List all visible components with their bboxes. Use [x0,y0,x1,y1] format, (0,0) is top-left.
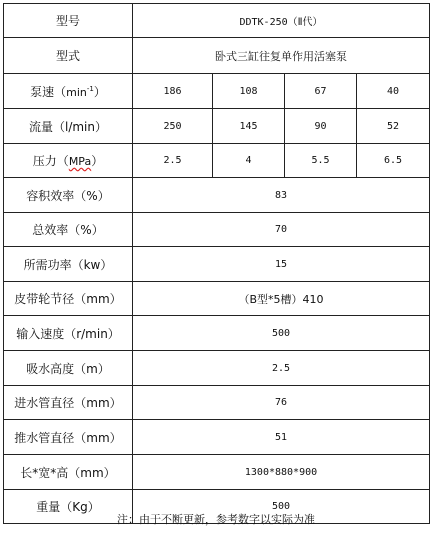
volumetric-efficiency-value: 83 [133,178,430,213]
dimensions-label: 长*宽*高（mm） [4,455,133,490]
suction-height-value: 2.5 [133,351,430,386]
row-total-efficiency [4,213,430,247]
pump-speed-label-prefix: 泵速（ [30,84,67,99]
weight-label: 重量（Kg） [4,490,133,524]
pressure-label-unit: MPa [68,155,92,168]
spec-table [3,3,430,524]
inlet-diameter-label: 进水管直径（mm） [4,386,133,420]
pressure-label [4,144,133,178]
row-inlet-diameter [4,386,430,420]
row-suction-height [4,351,430,386]
input-speed-value: 500 [133,316,430,351]
outlet-diameter-value: 51 [133,420,430,455]
pressure-value: 6.5 [357,144,430,178]
dimensions-value: 1300*880*900 [133,455,430,490]
flow-value: 90 [285,109,357,144]
inlet-diameter-value: 76 [133,386,430,420]
row-model [4,4,430,38]
footnote: 注：由于不断更新，参考数字以实际为准 [117,513,315,526]
pressure-value: 2.5 [133,144,213,178]
row-flow [4,109,430,144]
pressure-value: 5.5 [285,144,357,178]
row-pressure [4,144,430,178]
row-outlet-diameter [4,420,430,455]
pump-speed-value: 67 [285,74,357,109]
pump-speed-value: 186 [133,74,213,109]
power-required-value: 15 [133,247,430,282]
volumetric-efficiency-label: 容积效率（%） [4,178,133,213]
flow-value: 52 [357,109,430,144]
row-volumetric-efficiency [4,178,430,213]
flow-value: 145 [213,109,285,144]
input-speed-label: 输入速度（r/min） [4,316,133,351]
row-power-required [4,247,430,282]
row-input-speed [4,316,430,351]
pump-speed-label-sup: -1 [86,84,94,93]
model-value: DDTK-250（Ⅱ代） [133,4,430,38]
pressure-label-prefix: 压力（ [32,154,69,168]
flow-label: 流量（l/min） [4,109,133,144]
type-label: 型式 [4,38,133,74]
pump-speed-label [4,74,133,109]
model-label: 型号 [4,4,133,38]
row-pump-speed [4,74,430,109]
pressure-label-suffix: ） [91,154,104,168]
outlet-diameter-label: 推水管直径（mm） [4,420,133,455]
pulley-diameter-label: 皮带轮节径（mm） [4,282,133,316]
weight-value: 500 [133,490,430,524]
row-type [4,38,430,74]
pulley-diameter-value: （B型*5槽）410 [133,282,430,316]
pump-speed-label-unit: min [66,85,87,99]
pump-speed-value: 108 [213,74,285,109]
total-efficiency-label: 总效率（%） [4,213,133,247]
row-dimensions [4,455,430,490]
suction-height-label: 吸水高度（m） [4,351,133,386]
flow-value: 250 [133,109,213,144]
pressure-value: 4 [213,144,285,178]
type-value: 卧式三缸往复单作用活塞泵 [133,38,430,74]
power-required-label: 所需功率（kw） [4,247,133,282]
total-efficiency-value: 70 [133,213,430,247]
pump-speed-label-suffix: ） [93,84,106,99]
row-pulley-diameter [4,282,430,316]
pump-speed-value: 40 [357,74,430,109]
